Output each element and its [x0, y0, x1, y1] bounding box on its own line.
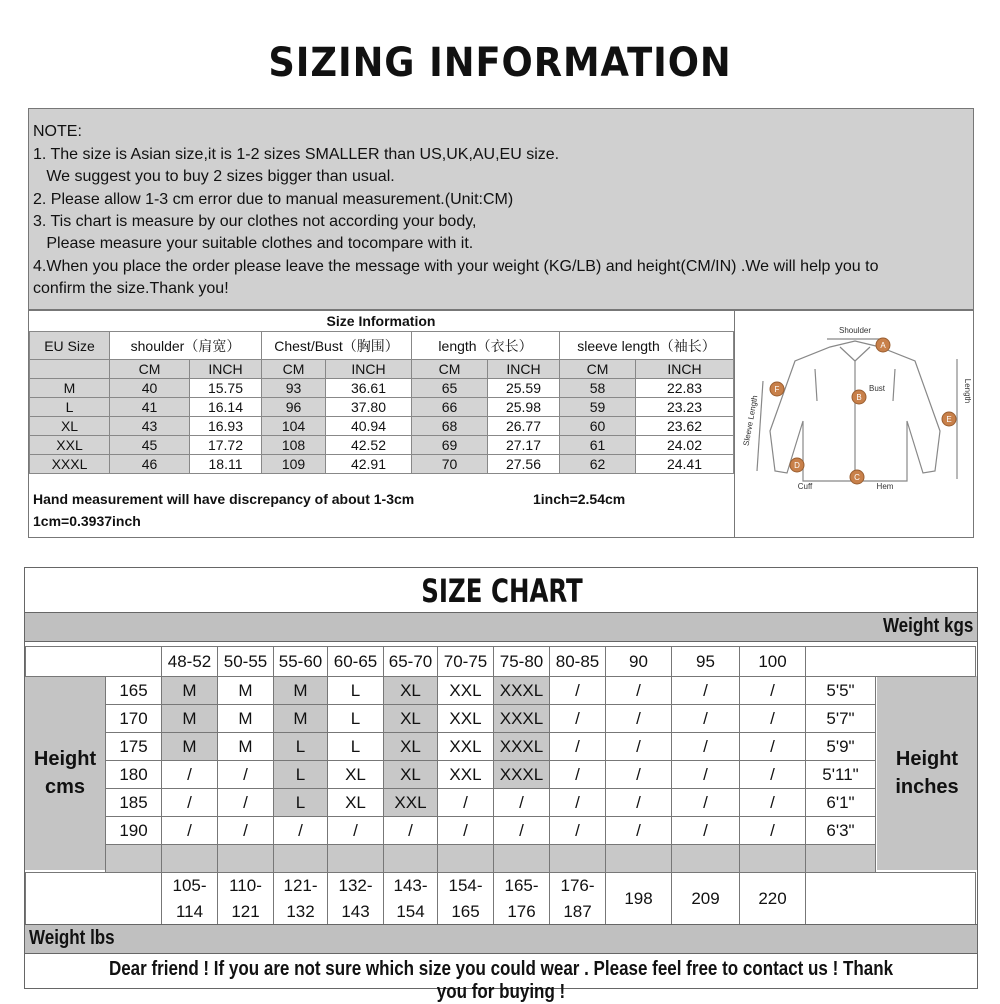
size-chart-cell: /: [740, 789, 806, 817]
unit-cell: INCH: [190, 360, 262, 379]
lb-range-cell: 165- 176: [494, 873, 550, 926]
size-chart-cell: /: [672, 789, 740, 817]
height-cm-cell: 185: [106, 789, 162, 817]
size-chart-blank-cell: [550, 845, 606, 873]
height-inch-cell: 6'3": [806, 817, 876, 845]
size-chart-cell: XL: [384, 677, 438, 705]
size-value-cell: 62: [560, 455, 636, 474]
header-sleeve: sleeve length（袖长）: [560, 332, 734, 360]
size-value-cell: 27.56: [488, 455, 560, 474]
kg-range-cell: 60-65: [328, 647, 384, 677]
lb-range-cell: 154- 165: [438, 873, 494, 926]
size-value-cell: 37.80: [326, 398, 412, 417]
size-chart-cell: /: [162, 817, 218, 845]
size-chart-cell: XL: [384, 733, 438, 761]
size-chart-cell: XXL: [438, 761, 494, 789]
size-value-cell: 40.94: [326, 417, 412, 436]
size-value-cell: 24.41: [636, 455, 734, 474]
weight-lb-row: [25, 872, 976, 926]
kg-range-cell: 95: [672, 647, 740, 677]
size-chart-blank-cell: [672, 845, 740, 873]
size-chart-cell: /: [550, 789, 606, 817]
lb-range-cell: 198: [606, 873, 672, 926]
size-chart-cell: XL: [384, 761, 438, 789]
height-cm-cell: 175: [106, 733, 162, 761]
size-chart-cell: /: [606, 677, 672, 705]
size-chart-cell: M: [274, 677, 328, 705]
size-chart-cell: /: [494, 817, 550, 845]
height-inches-label: Height inches: [877, 676, 977, 870]
size-label-cell: XXXL: [30, 455, 110, 474]
size-value-cell: 43: [110, 417, 190, 436]
size-information-table: [29, 331, 734, 474]
size-chart-cell: /: [550, 705, 606, 733]
note-line: We suggest you to buy 2 sizes bigger than usual.: [33, 168, 395, 185]
size-chart-cell: /: [550, 677, 606, 705]
size-chart-cell: /: [162, 789, 218, 817]
kg-header-blank: [806, 647, 976, 677]
size-chart-cell: M: [162, 705, 218, 733]
size-chart-blank-cell: [218, 845, 274, 873]
size-chart-cell: XXXL: [494, 677, 550, 705]
size-chart-cell: /: [438, 789, 494, 817]
shirt-diagram-icon: [735, 311, 975, 537]
unit-cell: CM: [412, 360, 488, 379]
kg-range-cell: 80-85: [550, 647, 606, 677]
size-chart-cell: M: [218, 733, 274, 761]
unit-cell: CM: [110, 360, 190, 379]
size-value-cell: 42.52: [326, 436, 412, 455]
height-cm-cell: 190: [106, 817, 162, 845]
note-line: 4.When you place the order please leave the message with your weight (KG/LB) and height(CM/IN) .We will help you to: [33, 258, 879, 275]
note-line: confirm the size.Thank you!: [33, 280, 229, 297]
lb-range-cell: 105- 114: [162, 873, 218, 926]
size-chart-cell: M: [162, 733, 218, 761]
size-value-cell: 23.62: [636, 417, 734, 436]
lb-row-blank: [26, 873, 162, 926]
unit-blank: [30, 360, 110, 379]
size-chart-cell: /: [274, 817, 328, 845]
size-value-cell: 59: [560, 398, 636, 417]
height-inch-cell: [806, 845, 876, 873]
height-inch-cell: 5'7": [806, 705, 876, 733]
size-chart-cell: /: [740, 817, 806, 845]
sleeve-length-label: Sleeve Length: [741, 394, 760, 447]
lb-range-cell: 110- 121: [218, 873, 274, 926]
marker-b: B: [856, 393, 862, 402]
size-chart-cell: XXXL: [494, 705, 550, 733]
note-line: Please measure your suitable clothes and tocompare with it.: [33, 235, 474, 252]
size-chart-cell: L: [274, 789, 328, 817]
size-chart-cell: /: [740, 705, 806, 733]
height-cms-label: Height cms: [25, 676, 105, 870]
size-chart-cell: /: [550, 733, 606, 761]
size-value-cell: 23.23: [636, 398, 734, 417]
kg-range-cell: 70-75: [438, 647, 494, 677]
height-inch-cell: 5'11": [806, 761, 876, 789]
marker-c: C: [854, 473, 860, 482]
kg-range-cell: 55-60: [274, 647, 328, 677]
size-chart-blank-cell: [162, 845, 218, 873]
size-chart-cell: XL: [384, 705, 438, 733]
size-label-cell: L: [30, 398, 110, 417]
size-value-cell: 96: [262, 398, 326, 417]
unit-cell: INCH: [488, 360, 560, 379]
size-chart-cell: /: [672, 677, 740, 705]
lb-range-cell: 143- 154: [384, 873, 438, 926]
size-value-cell: 27.17: [488, 436, 560, 455]
size-chart-cell: /: [740, 677, 806, 705]
height-cm-cell: 180: [106, 761, 162, 789]
size-chart-cell: /: [438, 817, 494, 845]
size-chart-cell: L: [274, 761, 328, 789]
size-value-cell: 42.91: [326, 455, 412, 474]
size-chart-blank-cell: [494, 845, 550, 873]
size-chart-cell: XXXL: [494, 733, 550, 761]
hand-measurement-note: Hand measurement will have discrepancy of about 1-3cm: [33, 491, 415, 507]
size-value-cell: 60: [560, 417, 636, 436]
weight-kgs-bar: [25, 612, 977, 642]
inch-conversion-note: 1inch=2.54cm: [533, 491, 626, 507]
kg-range-cell: 65-70: [384, 647, 438, 677]
size-chart-cell: /: [672, 761, 740, 789]
size-chart-cell: /: [384, 817, 438, 845]
size-value-cell: 68: [412, 417, 488, 436]
unit-cell: CM: [560, 360, 636, 379]
size-value-cell: 15.75: [190, 379, 262, 398]
note-line: 2. Please allow 1-3 cm error due to manual measurement.(Unit:CM): [33, 191, 514, 208]
size-value-cell: 25.98: [488, 398, 560, 417]
lb-range-cell: 209: [672, 873, 740, 926]
kg-header-blank: [26, 647, 162, 677]
size-chart-blank-cell: [438, 845, 494, 873]
size-chart-cell: /: [740, 761, 806, 789]
size-chart-title: SIZE CHART: [421, 572, 583, 610]
size-value-cell: 104: [262, 417, 326, 436]
height-inch-cell: 5'9": [806, 733, 876, 761]
size-value-cell: 25.59: [488, 379, 560, 398]
size-info-caption: Size Information: [326, 313, 436, 329]
size-chart-cell: M: [218, 677, 274, 705]
garment-measurement-diagram: [734, 311, 975, 537]
size-chart-cell: XXL: [438, 733, 494, 761]
page-title: SIZING INFORMATION: [268, 40, 732, 86]
unit-cell: INCH: [636, 360, 734, 379]
weight-kg-header-row: [25, 646, 976, 677]
size-chart-cell: XXL: [438, 705, 494, 733]
hem-label: Hem: [876, 482, 894, 491]
height-cm-cell: [106, 845, 162, 873]
size-value-cell: 17.72: [190, 436, 262, 455]
weight-lbs-bar: [25, 924, 977, 954]
size-value-cell: 46: [110, 455, 190, 474]
lb-range-cell: 121- 132: [274, 873, 328, 926]
size-chart-cell: /: [494, 789, 550, 817]
size-chart-cell: /: [672, 733, 740, 761]
weight-kgs-label: Weight kgs: [882, 615, 973, 637]
size-chart-cell: /: [606, 817, 672, 845]
size-value-cell: 45: [110, 436, 190, 455]
lb-range-cell: 176- 187: [550, 873, 606, 926]
height-cm-cell: 170: [106, 705, 162, 733]
marker-a: A: [880, 341, 886, 350]
size-chart-cell: XL: [328, 761, 384, 789]
length-label: Length: [963, 378, 972, 404]
size-value-cell: 36.61: [326, 379, 412, 398]
kg-range-cell: 90: [606, 647, 672, 677]
size-chart-cell: XXXL: [494, 761, 550, 789]
lb-range-cell: 220: [740, 873, 806, 926]
size-chart-cell: L: [328, 705, 384, 733]
size-chart-cell: /: [328, 817, 384, 845]
size-chart-cell: /: [162, 761, 218, 789]
size-value-cell: 16.93: [190, 417, 262, 436]
size-value-cell: 22.83: [636, 379, 734, 398]
size-chart-cell: M: [218, 705, 274, 733]
height-cm-cell: 165: [106, 677, 162, 705]
size-value-cell: 41: [110, 398, 190, 417]
size-chart-blank-cell: [606, 845, 672, 873]
note-line: 3. Tis chart is measure by our clothes not according your body,: [33, 213, 477, 230]
size-value-cell: 65: [412, 379, 488, 398]
size-chart-cell: /: [672, 705, 740, 733]
size-value-cell: 26.77: [488, 417, 560, 436]
size-chart-blank-cell: [328, 845, 384, 873]
size-value-cell: 93: [262, 379, 326, 398]
size-chart-cell: XXL: [438, 677, 494, 705]
note-box: [28, 108, 974, 310]
lb-range-cell: 132- 143: [328, 873, 384, 926]
marker-f: F: [774, 385, 780, 394]
kg-range-cell: 75-80: [494, 647, 550, 677]
size-value-cell: 61: [560, 436, 636, 455]
weight-lbs-label: Weight lbs: [29, 927, 115, 949]
size-value-cell: 16.14: [190, 398, 262, 417]
size-value-cell: 66: [412, 398, 488, 417]
size-chart-cell: M: [162, 677, 218, 705]
size-value-cell: 58: [560, 379, 636, 398]
size-chart-cell: /: [218, 789, 274, 817]
note-line: 1. The size is Asian size,it is 1-2 sizes SMALLER than US,UK,AU,EU size.: [33, 146, 560, 163]
shoulder-label: Shoulder: [838, 326, 872, 335]
size-chart-cell: /: [606, 761, 672, 789]
size-chart-grid: [105, 676, 876, 873]
header-length: length（衣长）: [412, 332, 560, 360]
unit-cell: CM: [262, 360, 326, 379]
size-label-cell: XXL: [30, 436, 110, 455]
kg-range-cell: 48-52: [162, 647, 218, 677]
size-chart-blank-cell: [274, 845, 328, 873]
header-chest: Chest/Bust（胸围）: [262, 332, 412, 360]
bust-label: Bust: [868, 384, 886, 393]
size-label-cell: XL: [30, 417, 110, 436]
size-chart-cell: /: [550, 761, 606, 789]
size-chart-cell: L: [328, 733, 384, 761]
size-chart-cell: /: [550, 817, 606, 845]
size-chart-cell: XL: [328, 789, 384, 817]
kg-range-cell: 100: [740, 647, 806, 677]
marker-e: E: [946, 415, 952, 424]
size-chart-cell: /: [606, 733, 672, 761]
height-inch-cell: 5'5": [806, 677, 876, 705]
size-chart-cell: /: [606, 789, 672, 817]
size-chart-cell: L: [328, 677, 384, 705]
size-chart-cell: /: [218, 817, 274, 845]
size-chart-cell: /: [672, 817, 740, 845]
size-value-cell: 24.02: [636, 436, 734, 455]
size-chart-cell: XXL: [384, 789, 438, 817]
size-value-cell: 108: [262, 436, 326, 455]
size-label-cell: M: [30, 379, 110, 398]
size-value-cell: 40: [110, 379, 190, 398]
size-chart-blank-cell: [384, 845, 438, 873]
height-inch-cell: 6'1": [806, 789, 876, 817]
contact-footer-note: Dear friend ! If you are not sure which size you could wear . Please feel free to contact us ! Thank you for buying !: [108, 958, 894, 1003]
size-chart-cell: M: [274, 705, 328, 733]
size-value-cell: 70: [412, 455, 488, 474]
kg-range-cell: 50-55: [218, 647, 274, 677]
header-eu-size: EU Size: [30, 332, 110, 360]
size-chart-blank-cell: [740, 845, 806, 873]
cuff-label: Cuff: [797, 482, 813, 491]
cm-conversion-note: 1cm=0.3937inch: [33, 513, 141, 529]
size-information-section: [28, 310, 974, 538]
note-line: NOTE:: [33, 123, 82, 140]
size-chart: [24, 567, 978, 1003]
size-chart-cell: /: [740, 733, 806, 761]
size-value-cell: 109: [262, 455, 326, 474]
unit-cell: INCH: [326, 360, 412, 379]
size-chart-cell: /: [218, 761, 274, 789]
size-value-cell: 18.11: [190, 455, 262, 474]
header-shoulder: shoulder（肩宽）: [110, 332, 262, 360]
size-chart-cell: /: [606, 705, 672, 733]
size-chart-cell: L: [274, 733, 328, 761]
size-value-cell: 69: [412, 436, 488, 455]
marker-d: D: [794, 461, 800, 470]
lb-row-blank: [806, 873, 976, 926]
